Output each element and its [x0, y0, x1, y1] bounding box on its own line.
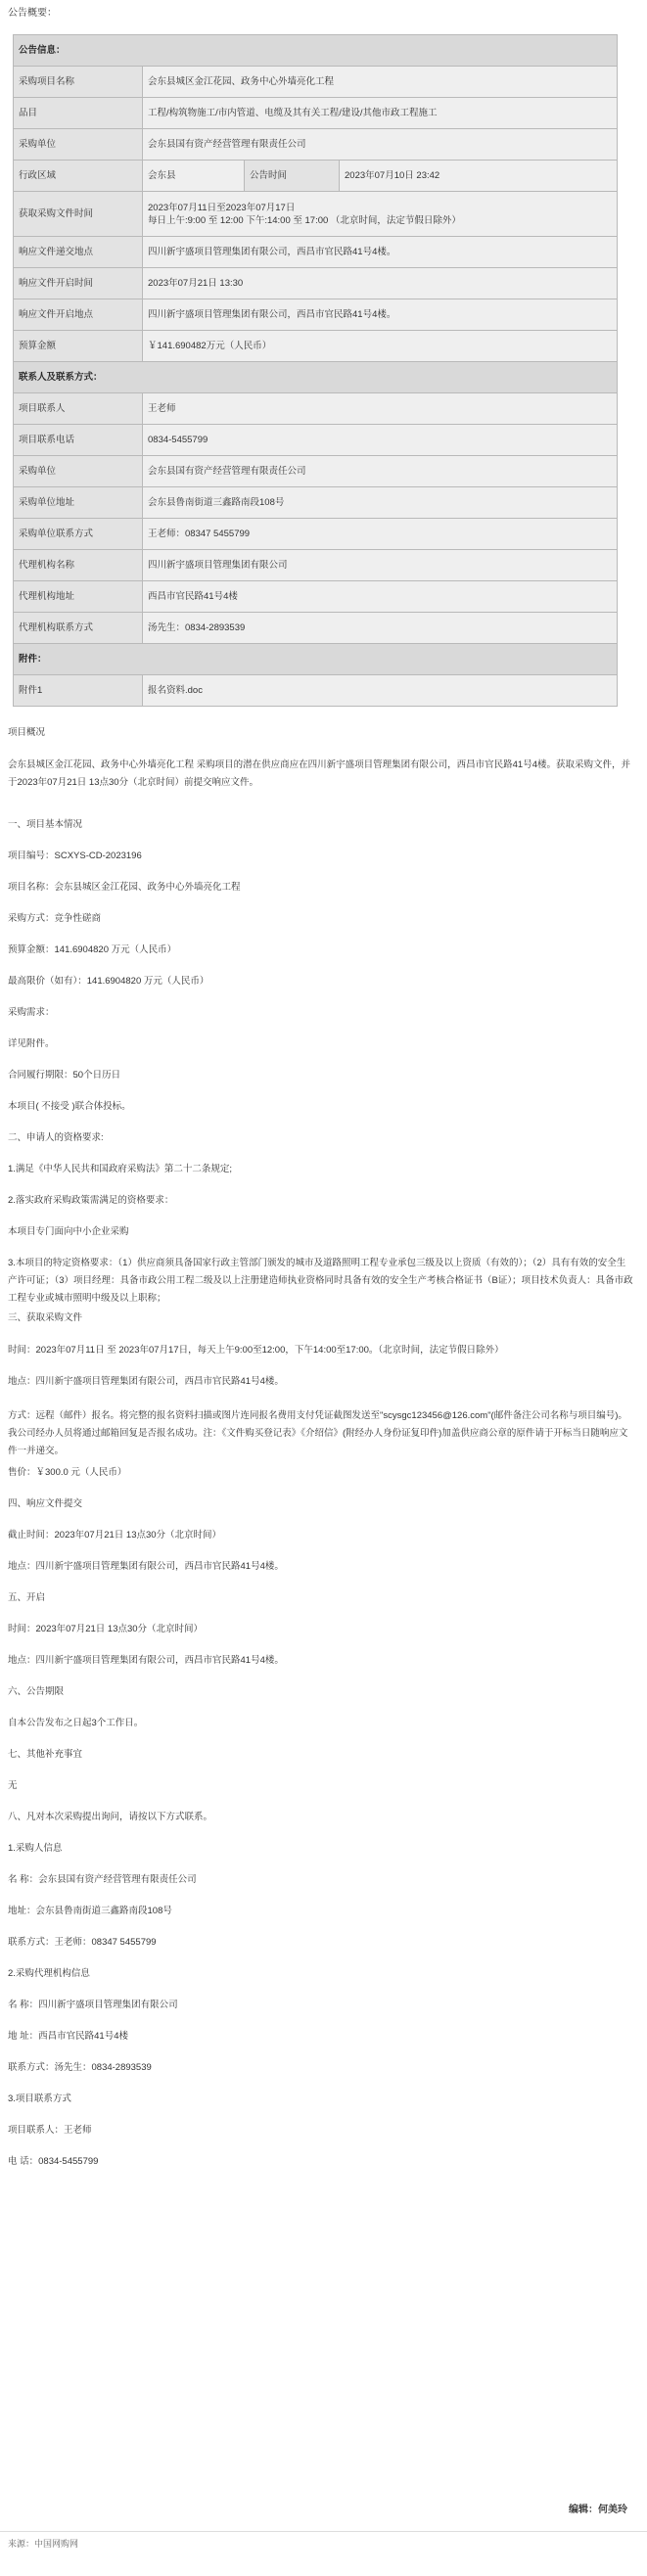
- heading-section-8: 八、凡对本次采购提出询问，请按以下方式联系。: [8, 1812, 213, 1822]
- purchaser-contact-value: 王老师：08347 5455799: [143, 519, 618, 550]
- heading-section-4: 四、响应文件提交: [8, 1498, 83, 1509]
- table-row: [14, 299, 618, 331]
- table-row: [14, 425, 618, 456]
- doc-time-line2: 每日上午:9:00 至 12:00 下午:14:00 至 17:00 （北京时间，法定节假日除外）: [148, 214, 461, 226]
- budget-value: ￥141.690482万元（人民币）: [143, 331, 618, 362]
- doc-time-value: [143, 192, 618, 237]
- open-time-label: 响应文件开启时间: [14, 268, 143, 299]
- attach-label: 附件1: [14, 675, 143, 707]
- purchaser2-value: 会东县国有资产经营管理有限责任公司: [143, 456, 618, 487]
- submit-deadline: 截止时间：2023年07月21日 13点30分（北京时间）: [8, 1530, 222, 1541]
- contact-3-heading: 3.项目联系方式: [8, 2093, 71, 2104]
- purchaser-addr-label: 采购单位地址: [14, 487, 143, 519]
- announce-time-value: 2023年07月10日 23:42: [340, 161, 618, 192]
- overview-paragraph: 会东县城区金江花园、政务中心外墙亮化工程 采购项目的潜在供应商应在四川新宇盛项目管理集团有限公司，西昌市官民路41号4楼。获取采购文件，并于2023年07月21日 13点30分（北京时间）前提交响应文件。: [8, 759, 630, 788]
- region-label: 行政区域: [14, 161, 143, 192]
- purchaser-contact-label: 采购单位联系方式: [14, 519, 143, 550]
- get-docs-time: 时间：2023年07月11日 至 2023年07月17日，每天上午9:00至12:00，下午14:00至17:00。（北京时间，法定节假日除外）: [8, 1345, 504, 1356]
- open-place: 地点：四川新宇盛项目管理集团有限公司，西昌市官民路41号4楼。: [8, 1655, 284, 1666]
- attachment-link[interactable]: 报名资料.doc: [148, 685, 203, 696]
- open-place-value: 四川新宇盛项目管理集团有限公司，西昌市官民路41号4楼。: [143, 299, 618, 331]
- requirement-1: 1.满足《中华人民共和国政府采购法》第二十二条规定;: [8, 1164, 233, 1174]
- contact-2-phone: 联系方式：汤先生：0834-2893539: [8, 2062, 152, 2073]
- procurement-need: 采购需求：: [8, 1007, 55, 1018]
- contact-3-person: 项目联系人：王老师: [8, 2125, 92, 2136]
- purchaser-label: 采购单位: [14, 129, 143, 161]
- table-row: [14, 192, 618, 237]
- table-row: [14, 331, 618, 362]
- table-row: [14, 613, 618, 644]
- contact-phone-label: 项目联系电话: [14, 425, 143, 456]
- project-name-label: 采购项目名称: [14, 67, 143, 98]
- contact-1-heading: 1.采购人信息: [8, 1843, 63, 1854]
- agency-label: 代理机构名称: [14, 550, 143, 581]
- consortium-note: 本项目( 不接受 )联合体投标。: [8, 1101, 131, 1112]
- contact-2-address: 地 址：西昌市官民路41号4楼: [8, 2031, 128, 2042]
- requirement-2b: 本项目专门面向中小企业采购: [8, 1226, 129, 1237]
- agency-addr-label: 代理机构地址: [14, 581, 143, 613]
- contact-3-phone: 电 话：0834-5455799: [8, 2156, 99, 2167]
- contact-phone-value: 0834-5455799: [143, 425, 618, 456]
- table-row: [14, 675, 618, 707]
- table-row: [14, 268, 618, 299]
- purchaser-value: 会东县国有资产经营管理有限责任公司: [143, 129, 618, 161]
- contact-1-phone: 联系方式：王老师：08347 5455799: [8, 1937, 157, 1948]
- heading-section-3: 三、获取采购文件: [8, 1312, 83, 1323]
- notice-summary-table: [13, 34, 618, 707]
- purchaser-addr-value: 会东县鲁南街道三鑫路南段108号: [143, 487, 618, 519]
- doc-time-line1: 2023年07月11日至2023年07月17日: [148, 202, 296, 213]
- contact-person-value: 王老师: [143, 393, 618, 425]
- attach-cell: [143, 675, 618, 707]
- doc-time-label: 获取采购文件时间: [14, 192, 143, 237]
- footer-divider: [0, 2531, 647, 2532]
- open-time-value: 2023年07月21日 13:30: [143, 268, 618, 299]
- table-row: [14, 237, 618, 268]
- table-row: [14, 487, 618, 519]
- source-credit: 来源：中国网购网: [8, 2539, 79, 2549]
- heading-section-6: 六、公告期限: [8, 1686, 65, 1697]
- contact-person-label: 项目联系人: [14, 393, 143, 425]
- heading-section-5: 五、开启: [8, 1592, 46, 1603]
- heading-section-1: 一、项目基本情况: [8, 819, 83, 830]
- contact-2-heading: 2.采购代理机构信息: [8, 1968, 90, 1979]
- contact-1-name: 名 称：会东县国有资产经营管理有限责任公司: [8, 1874, 197, 1885]
- section-notice-header: 公告信息：: [14, 35, 618, 67]
- get-docs-method: 方式：远程（邮件）报名。将完整的报名资料扫描或图片连同报名费用支付凭证截图发送至"scysgc123456@126.com"(邮件备注公司名称与项目编号)。我公司经办人员将通过邮箱回复是否报名成功。注：《文件购买登记表》《介绍信》(附经办人身份证复印件)加盖供应商公章的原件请于开标当日随响应文件一并递交。: [8, 1410, 628, 1456]
- table-row: [14, 644, 618, 675]
- open-place-label: 响应文件开启地点: [14, 299, 143, 331]
- table-row: [14, 393, 618, 425]
- table-row: [14, 161, 618, 192]
- section-attach-header: 附件：: [14, 644, 618, 675]
- agency-addr-value: 西昌市官民路41号4楼: [143, 581, 618, 613]
- table-row: [14, 456, 618, 487]
- overview-label: 公告概要：: [8, 8, 57, 19]
- project-name: 项目名称：会东县城区金江花园、政务中心外墙亮化工程: [8, 882, 241, 893]
- table-row: [14, 550, 618, 581]
- table-row: [14, 67, 618, 98]
- open-time: 时间：2023年07月21日 13点30分（北京时间）: [8, 1624, 204, 1634]
- agency-contact-value: 汤先生：0834-2893539: [143, 613, 618, 644]
- supplement-none: 无: [8, 1780, 18, 1791]
- table-row: [14, 98, 618, 129]
- agency-value: 四川新宇盛项目管理集团有限公司: [143, 550, 618, 581]
- section-contact-header: 联系人及联系方式：: [14, 362, 618, 393]
- editor-credit: 编辑：何美玲: [569, 2505, 627, 2515]
- requirement-3: 3.本项目的特定资格要求：（1）供应商须具备国家行政主管部门颁发的城市及道路照明工程专业承包三级及以上资质（有效的）；（2）具有有效的安全生产许可证；（3）项目经理：具备市政公用工程二级及以上注册建造师执业资格同时具备有效的安全生产考核合格证书（B证）；项目技术负责人：具备市政工程专业或城市照明中级及以上职称；: [8, 1258, 633, 1304]
- get-docs-place: 地点：四川新宇盛项目管理集团有限公司，西昌市官民路41号4楼。: [8, 1376, 284, 1387]
- budget-label: 预算金额: [14, 331, 143, 362]
- project-number: 项目编号：SCXYS-CD-2023196: [8, 851, 142, 861]
- notice-period: 自本公告发布之日起3个工作日。: [8, 1718, 144, 1728]
- heading-section-2: 二、申请人的资格要求:: [8, 1132, 104, 1143]
- budget-amount: 预算金额：141.6904820 万元（人民币）: [8, 944, 177, 955]
- doc-price: 售价：￥300.0 元（人民币）: [8, 1467, 127, 1478]
- max-price: 最高限价（如有）：141.6904820 万元（人民币）: [8, 976, 209, 987]
- region-value: 会东县: [143, 161, 245, 192]
- table-row: [14, 35, 618, 67]
- agency-contact-label: 代理机构联系方式: [14, 613, 143, 644]
- heading-section-7: 七、其他补充事宜: [8, 1749, 83, 1760]
- contact-1-address: 地址：会东县鲁南街道三鑫路南段108号: [8, 1906, 172, 1916]
- submit-place-label: 响应文件递交地点: [14, 237, 143, 268]
- requirement-2: 2.落实政府采购政策需满足的资格要求：: [8, 1195, 174, 1206]
- purchaser2-label: 采购单位: [14, 456, 143, 487]
- table-row: [14, 519, 618, 550]
- submit-place-value: 四川新宇盛项目管理集团有限公司，西昌市官民路41号4楼。: [143, 237, 618, 268]
- table-row: [14, 581, 618, 613]
- procurement-method: 采购方式：竞争性磋商: [8, 913, 102, 924]
- submit-place: 地点：四川新宇盛项目管理集团有限公司，西昌市官民路41号4楼。: [8, 1561, 284, 1572]
- announce-time-label: 公告时间: [245, 161, 340, 192]
- category-value: 工程/构筑物施工/市内管道、电缆及其有关工程/建设/其他市政工程施工: [143, 98, 618, 129]
- category-label: 品目: [14, 98, 143, 129]
- heading-overview: 项目概况: [8, 727, 46, 738]
- table-row: [14, 129, 618, 161]
- project-name-value: 会东县城区金江花园、政务中心外墙亮化工程: [143, 67, 618, 98]
- contract-period: 合同履行期限：50个日历日: [8, 1070, 121, 1081]
- contact-2-name: 名 称：四川新宇盛项目管理集团有限公司: [8, 2000, 178, 2010]
- see-attachment: 详见附件。: [8, 1038, 55, 1049]
- table-row: [14, 362, 618, 393]
